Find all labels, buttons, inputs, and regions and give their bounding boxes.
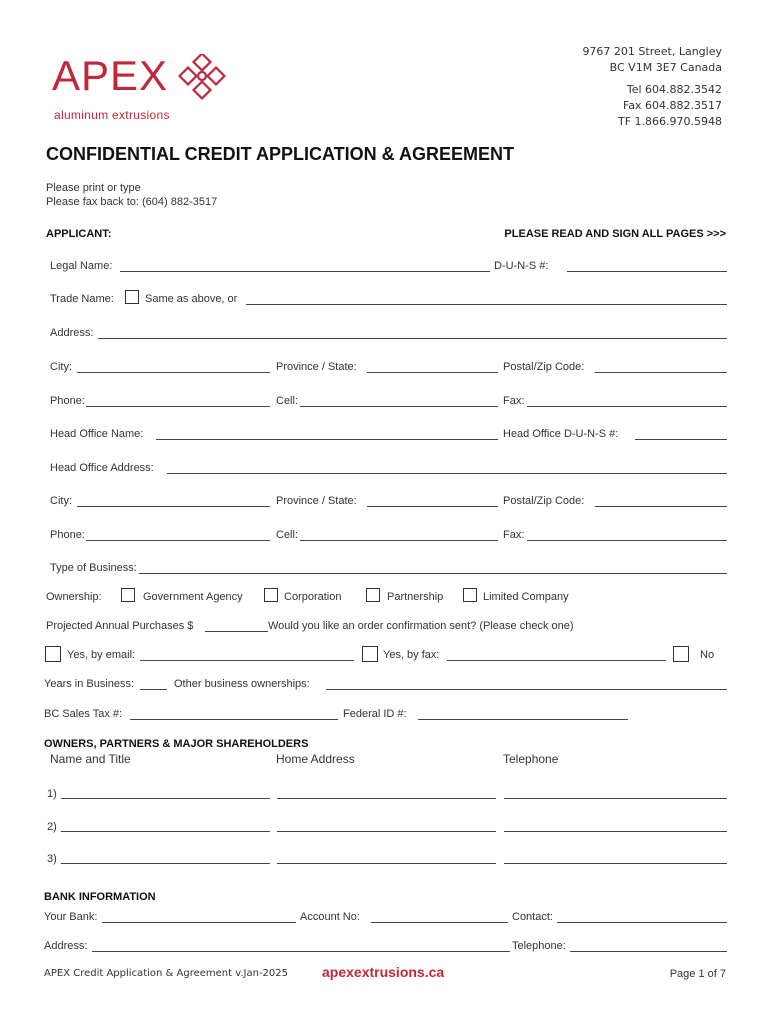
owners-heading: OWNERS, PARTNERS & MAJOR SHAREHOLDERS	[44, 738, 309, 750]
your-bank-field[interactable]	[102, 922, 296, 923]
cell-field-2[interactable]	[300, 540, 498, 541]
same-as-above-checkbox[interactable]	[125, 290, 139, 304]
owner-2-phone-field[interactable]	[504, 831, 727, 832]
type-of-business-field[interactable]	[139, 573, 727, 574]
bank-telephone-label: Telephone:	[512, 940, 566, 952]
ownership-limited-checkbox[interactable]	[463, 588, 477, 602]
company-tel: Tel 604.882.3542	[626, 83, 722, 96]
years-in-business-field[interactable]	[140, 689, 167, 690]
owner-3-name-field[interactable]	[61, 863, 270, 864]
instruction-print: Please print or type	[46, 182, 141, 194]
yes-fax-checkbox[interactable]	[362, 646, 378, 662]
fax-label: Fax:	[503, 395, 525, 407]
trade-name-field[interactable]	[246, 304, 727, 305]
logo-wordmark: APEX	[52, 52, 169, 99]
province-label: Province / State:	[276, 361, 357, 373]
phone-label: Phone:	[50, 395, 85, 407]
owner-1-address-field[interactable]	[277, 798, 496, 799]
owners-col-address: Home Address	[276, 752, 355, 766]
account-no-field[interactable]	[371, 922, 508, 923]
company-logo	[52, 54, 232, 126]
city-label-2: City:	[50, 495, 72, 507]
owner-2-address-field[interactable]	[277, 831, 496, 832]
bc-sales-tax-label: BC Sales Tax #:	[44, 708, 123, 720]
no-confirmation-checkbox[interactable]	[673, 646, 689, 662]
yes-email-label: Yes, by email:	[67, 649, 136, 661]
sign-all-pages-notice: PLEASE READ AND SIGN ALL PAGES >>>	[504, 228, 726, 240]
company-address	[582, 44, 722, 130]
order-confirmation-question: Would you like an order confirmation sent? (Please check one)	[268, 620, 574, 632]
ownership-corporation-label: Corporation	[284, 591, 342, 603]
bank-telephone-field[interactable]	[570, 951, 727, 952]
trade-name-label: Trade Name:	[50, 293, 114, 305]
logo-mark-icon	[178, 54, 226, 106]
cell-label-2: Cell:	[276, 529, 299, 541]
owner-row-1-number: 1)	[47, 788, 57, 800]
fax-label-2: Fax:	[503, 529, 525, 541]
other-ownerships-label: Other business ownerships:	[174, 678, 310, 690]
owners-col-phone: Telephone	[503, 752, 559, 766]
federal-id-field[interactable]	[418, 719, 628, 720]
projected-purchases-label: Projected Annual Purchases $	[46, 620, 194, 632]
legal-name-field[interactable]	[120, 271, 490, 272]
account-no-label: Account No:	[300, 911, 360, 923]
cell-field[interactable]	[300, 406, 498, 407]
ownership-limited-label: Limited Company	[483, 591, 569, 603]
phone-field[interactable]	[86, 406, 270, 407]
no-confirmation-label: No	[700, 649, 715, 661]
ownership-label: Ownership:	[46, 591, 102, 603]
bank-heading: BANK INFORMATION	[44, 891, 156, 903]
province-label-2: Province / State:	[276, 495, 357, 507]
confirmation-fax-field[interactable]	[447, 660, 666, 661]
phone-label-2: Phone:	[50, 529, 85, 541]
owner-3-address-field[interactable]	[277, 863, 496, 864]
owner-1-name-field[interactable]	[61, 798, 270, 799]
logo-subtitle: aluminum extrusions	[54, 108, 170, 122]
confirmation-email-field[interactable]	[140, 660, 354, 661]
city-field[interactable]	[77, 372, 270, 373]
province-field[interactable]	[367, 372, 498, 373]
city-field-2[interactable]	[77, 506, 270, 507]
duns-field[interactable]	[567, 271, 727, 272]
postal-field[interactable]	[595, 372, 727, 373]
applicant-heading: APPLICANT:	[46, 228, 112, 240]
other-ownerships-field[interactable]	[326, 689, 727, 690]
postal-label-2: Postal/Zip Code:	[503, 495, 585, 507]
head-office-name-label: Head Office Name:	[50, 428, 144, 440]
ownership-partnership-label: Partnership	[387, 591, 444, 603]
city-label: City:	[50, 361, 72, 373]
bank-address-label: Address:	[44, 940, 88, 952]
province-field-2[interactable]	[367, 506, 498, 507]
head-office-name-field[interactable]	[156, 439, 498, 440]
federal-id-label: Federal ID #:	[343, 708, 407, 720]
address-line-2: BC V1M 3E7 Canada	[609, 61, 722, 74]
postal-label: Postal/Zip Code:	[503, 361, 585, 373]
contact-field[interactable]	[557, 922, 727, 923]
projected-purchases-field[interactable]	[205, 631, 268, 632]
address-line-1: 9767 201 Street, Langley	[582, 45, 722, 58]
yes-fax-label: Yes, by fax:	[383, 649, 440, 661]
phone-field-2[interactable]	[86, 540, 270, 541]
company-tf: TF 1.866.970.5948	[617, 115, 722, 128]
head-office-address-label: Head Office Address:	[50, 462, 154, 474]
ownership-government-checkbox[interactable]	[121, 588, 135, 602]
ownership-partnership-checkbox[interactable]	[366, 588, 380, 602]
address-label: Address:	[50, 327, 94, 339]
fax-field[interactable]	[527, 406, 727, 407]
owners-col-name: Name and Title	[50, 752, 131, 766]
instruction-fax: Please fax back to: (604) 882-3517	[46, 196, 218, 208]
page-title: CONFIDENTIAL CREDIT APPLICATION & AGREEMENT	[46, 144, 514, 164]
years-in-business-label: Years in Business:	[44, 678, 135, 690]
owner-1-phone-field[interactable]	[504, 798, 727, 799]
company-fax: Fax 604.882.3517	[622, 99, 722, 112]
yes-email-checkbox[interactable]	[45, 646, 61, 662]
head-office-address-field[interactable]	[167, 473, 727, 474]
address-field[interactable]	[98, 338, 727, 339]
same-as-above-label: Same as above, or	[145, 293, 238, 305]
legal-name-label: Legal Name:	[50, 260, 113, 272]
owner-3-phone-field[interactable]	[504, 863, 727, 864]
your-bank-label: Your Bank:	[44, 911, 98, 923]
type-of-business-label: Type of Business:	[50, 562, 137, 574]
owner-row-2-number: 2)	[47, 821, 57, 833]
head-office-duns-field[interactable]	[635, 439, 727, 440]
ownership-government-label: Government Agency	[143, 591, 243, 603]
postal-field-2[interactable]	[595, 506, 727, 507]
cell-label: Cell:	[276, 395, 299, 407]
bc-sales-tax-field[interactable]	[130, 719, 338, 720]
owner-2-name-field[interactable]	[61, 831, 270, 832]
fax-field-2[interactable]	[527, 540, 727, 541]
footer-page-number: Page 1 of 7	[669, 968, 726, 980]
bank-address-field[interactable]	[92, 951, 510, 952]
owner-row-3-number: 3)	[47, 853, 57, 865]
contact-label: Contact:	[512, 911, 553, 923]
footer-website[interactable]: apexextrusions.ca	[322, 964, 445, 980]
duns-label: D-U-N-S #:	[494, 260, 549, 272]
head-office-duns-label: Head Office D-U-N-S #:	[503, 428, 619, 440]
footer-form-name: APEX Credit Application & Agreement v.Jan-2025	[44, 968, 289, 979]
ownership-corporation-checkbox[interactable]	[264, 588, 278, 602]
